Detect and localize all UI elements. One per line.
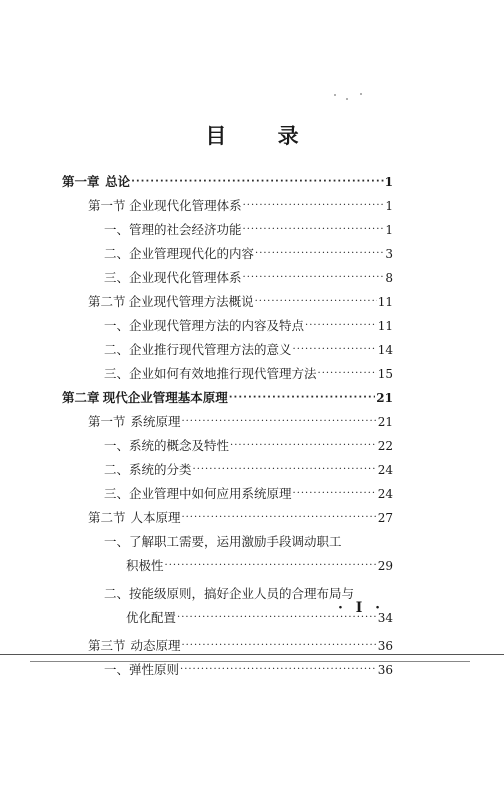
toc-leader-dots bbox=[243, 196, 385, 216]
toc-leader-dots bbox=[293, 484, 377, 504]
toc-entry-label: 第二节 bbox=[88, 294, 126, 309]
toc-page-number: 21 bbox=[377, 415, 393, 429]
toc-leader-dots bbox=[181, 636, 376, 656]
toc-entry-text: 二、企业推行现代管理方法的意义 bbox=[104, 342, 292, 357]
toc-leader-dots bbox=[165, 556, 377, 576]
toc-entry-text: 一、企业现代管理方法的内容及特点 bbox=[104, 318, 305, 333]
toc-leader-dots bbox=[255, 292, 377, 312]
toc-page-number: 3 bbox=[385, 247, 393, 261]
toc-entry-text: 三、企业管理中如何应用系统原理 bbox=[104, 486, 292, 501]
toc-item bbox=[104, 244, 393, 264]
toc-item bbox=[104, 484, 393, 504]
toc-entry bbox=[104, 532, 342, 552]
toc-page-number: 24 bbox=[377, 463, 393, 477]
toc-section bbox=[88, 292, 393, 312]
toc-leader-dots bbox=[181, 412, 376, 432]
toc-leader-dots bbox=[230, 436, 377, 456]
toc-entry-text-cont: 优化配置 bbox=[126, 610, 177, 625]
toc-entry-text: 二、系统的分类 bbox=[104, 462, 192, 477]
toc-leader-dots bbox=[181, 508, 376, 528]
scan-specks bbox=[330, 92, 370, 102]
toc-item bbox=[104, 316, 393, 336]
toc-item bbox=[104, 220, 393, 240]
toc-leader-dots bbox=[243, 220, 385, 240]
toc-entry-text: 动态原理 bbox=[130, 638, 181, 653]
toc-entry-label: 第一节 bbox=[88, 414, 126, 429]
toc-item bbox=[104, 660, 393, 680]
toc-leader-dots bbox=[305, 316, 377, 336]
toc-entry-text: 系统原理 bbox=[130, 414, 181, 429]
toc-page-number: 21 bbox=[376, 391, 393, 405]
toc-page-number: 22 bbox=[377, 439, 393, 453]
toc-section bbox=[88, 412, 393, 432]
toc-entry-text-cont: 积极性 bbox=[126, 558, 164, 573]
toc-entry-label: 第三节 bbox=[88, 638, 126, 653]
toc-page-number: 34 bbox=[377, 611, 393, 625]
toc-chapter bbox=[62, 388, 393, 408]
toc-entry-text: 一、系统的概念及特性 bbox=[104, 438, 230, 453]
toc-leader-dots bbox=[131, 172, 384, 192]
toc-page-number: 29 bbox=[377, 559, 393, 573]
toc-entry bbox=[104, 584, 354, 604]
toc-leader-dots bbox=[255, 244, 384, 264]
toc-entry-text: 现代企业管理基本原理 bbox=[102, 390, 228, 405]
toc-leader-dots bbox=[293, 340, 377, 360]
toc-item bbox=[104, 436, 393, 456]
toc-page-number: 11 bbox=[377, 295, 393, 309]
toc-item bbox=[104, 340, 393, 360]
toc-page-number: 15 bbox=[377, 367, 393, 381]
toc-section bbox=[88, 196, 393, 216]
toc-leader-dots bbox=[229, 388, 376, 408]
toc-leader-dots bbox=[180, 660, 377, 680]
toc-entry-text: 一、管理的社会经济功能 bbox=[104, 222, 242, 237]
toc-entry-text: 三、企业如何有效地推行现代管理方法 bbox=[104, 366, 317, 381]
page-title: 目 录 bbox=[205, 124, 321, 148]
toc-entry-text: 二、按能级原则，搞好企业人员的合理布局与 bbox=[104, 586, 355, 601]
toc-leader-dots bbox=[318, 364, 377, 384]
toc-entry-label: 第二章 bbox=[62, 390, 100, 405]
toc-page-number: 11 bbox=[377, 319, 393, 333]
toc-entry-text: 人本原理 bbox=[130, 510, 181, 525]
toc-entry-label: 第一节 bbox=[88, 198, 126, 213]
toc-entry-text: 企业现代管理方法概说 bbox=[128, 294, 254, 309]
toc-leader-dots bbox=[193, 460, 377, 480]
toc-entry-label: 第二节 bbox=[88, 510, 126, 525]
toc-page-number: 36 bbox=[377, 639, 393, 653]
toc-entry-text: 一、了解职工需要，运用激励手段调动职工 bbox=[104, 534, 342, 549]
page-folio: · I · bbox=[338, 600, 385, 616]
toc-leader-dots bbox=[243, 268, 385, 288]
toc-page-number: 1 bbox=[384, 175, 393, 189]
toc-page-number: 1 bbox=[385, 199, 393, 213]
toc-entry-text: 二、企业管理现代化的内容 bbox=[104, 246, 255, 261]
toc-item bbox=[104, 460, 393, 480]
toc-item bbox=[104, 364, 393, 384]
bottom-rule bbox=[0, 654, 504, 655]
toc-page-number: 8 bbox=[385, 271, 393, 285]
toc-entry-text: 企业现代化管理体系 bbox=[129, 198, 242, 213]
toc-entry-continuation bbox=[126, 556, 393, 576]
toc-page-number: 27 bbox=[377, 511, 393, 525]
toc-chapter bbox=[62, 172, 393, 192]
toc-entry-text: 一、弹性原则 bbox=[104, 662, 180, 677]
toc-section bbox=[88, 508, 393, 528]
toc-page-number: 1 bbox=[385, 223, 393, 237]
toc-section bbox=[88, 636, 393, 656]
bottom-rule-2 bbox=[30, 661, 470, 662]
toc-page-number: 36 bbox=[377, 663, 393, 677]
toc-entry-text: 三、企业现代化管理体系 bbox=[104, 270, 242, 285]
toc-entry-label: 第一章 bbox=[62, 174, 100, 189]
toc-page-number: 24 bbox=[377, 487, 393, 501]
toc-entry-text: 总论 bbox=[105, 174, 131, 189]
toc-page-number: 14 bbox=[377, 343, 393, 357]
toc-item bbox=[104, 268, 393, 288]
